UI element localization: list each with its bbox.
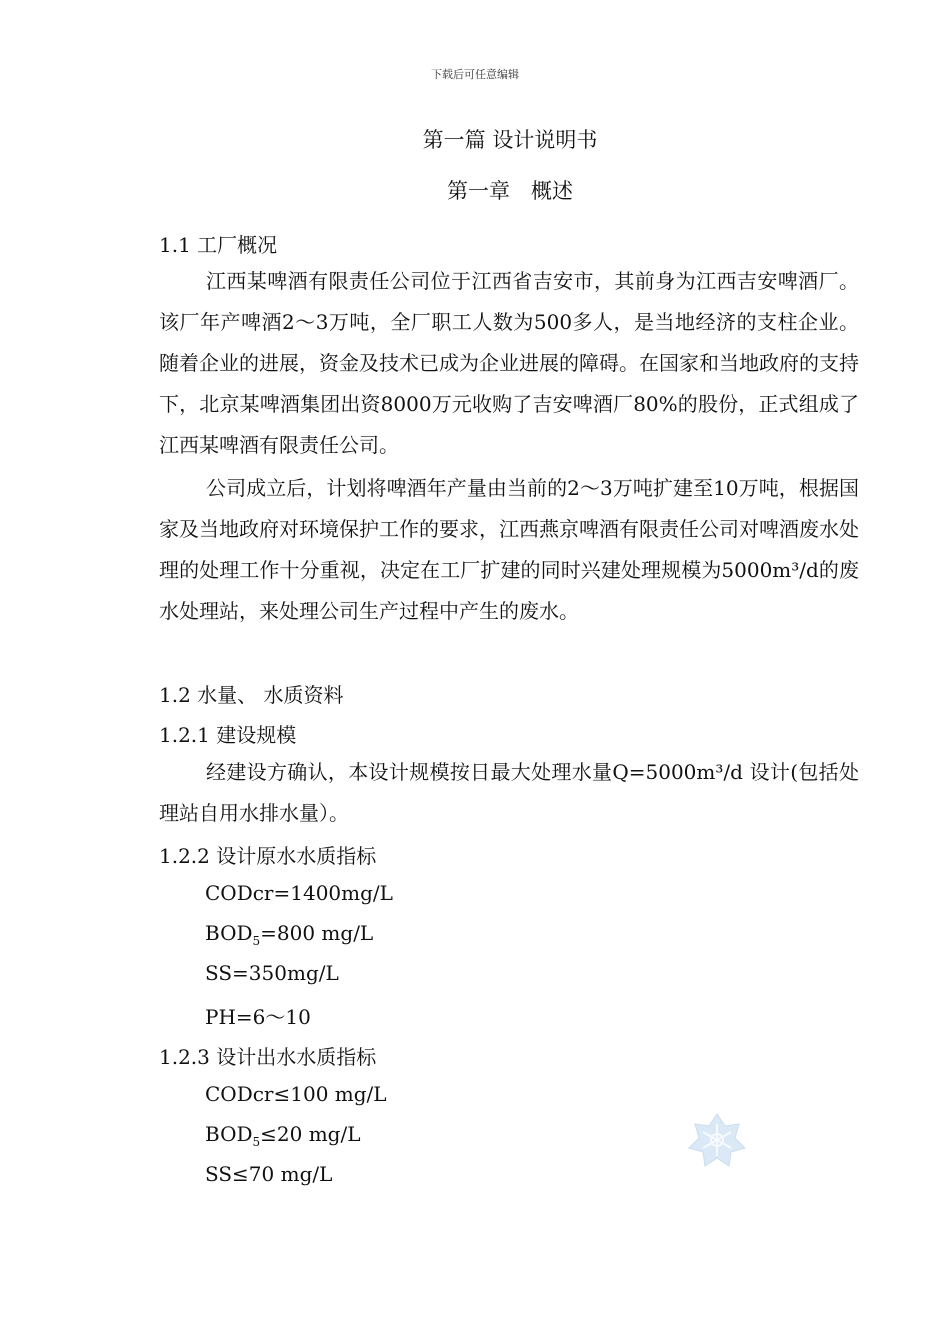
snowflake-logo-icon <box>685 1112 749 1168</box>
section-1-2-1-heading: 1.2.1 建设规模 <box>159 723 297 747</box>
part-title: 第一篇 设计说明书 <box>422 128 598 152</box>
chapter-title: 第一章 概述 <box>447 179 573 203</box>
section-1-2-heading: 1.2 水量、 水质资料 <box>159 683 344 707</box>
raw-ss-value: SS=350mg/L <box>205 961 339 985</box>
out-ss-value: SS≤70 mg/L <box>205 1162 333 1186</box>
section-1-2-2-heading: 1.2.2 设计原水水质指标 <box>159 844 377 868</box>
section-1-1-heading: 1.1 工厂概况 <box>159 233 278 257</box>
raw-bod-value: $BOD_5=800$ mg/L <box>205 921 374 948</box>
out-cod-value: CODcr≤100 mg/L <box>205 1082 387 1106</box>
section-1-2-3-heading: 1.2.3 设计出水水质指标 <box>159 1045 377 1069</box>
paragraph-design-scale: 经建设方确认，本设计规模按日最大处理水量Q=5000m³/d 设计(包括处理站自用水排水量）。 <box>159 760 859 825</box>
raw-cod-value: CODcr=1400mg/L <box>205 881 393 905</box>
raw-ph-value: PH=6～10 <box>205 1005 311 1029</box>
paragraph-expansion-plan: 公司成立后，计划将啤酒年产量由当前的2～3万吨扩建至10万吨，根据国家及当地政府对环境保护工作的要求，江西燕京啤酒有限责任公司对啤酒废水处理的处理工作十分重视，决定在工厂扩建的同时兴建处理规模为5000m³/d的废水处理站，来处理公司生产过程中产生的废水。 <box>159 476 859 623</box>
header-note: 下载后可任意编辑 <box>431 68 519 81</box>
out-bod-value: $BOD_5\le 20$ mg/L <box>205 1122 361 1149</box>
paragraph-factory-overview: 江西某啤酒有限责任公司位于江西省吉安市，其前身为江西吉安啤酒厂。该厂年产啤酒2～3万吨，全厂职工人数为500多人，是当地经济的支柱企业。随着企业的进展，资金及技术已成为企业进展的障碍。在国家和当地政府的支持下，北京某啤酒集团出资8000万元收购了吉安啤酒厂80%的股份，正式组成了江西某啤酒有限责任公司。 <box>159 269 859 457</box>
